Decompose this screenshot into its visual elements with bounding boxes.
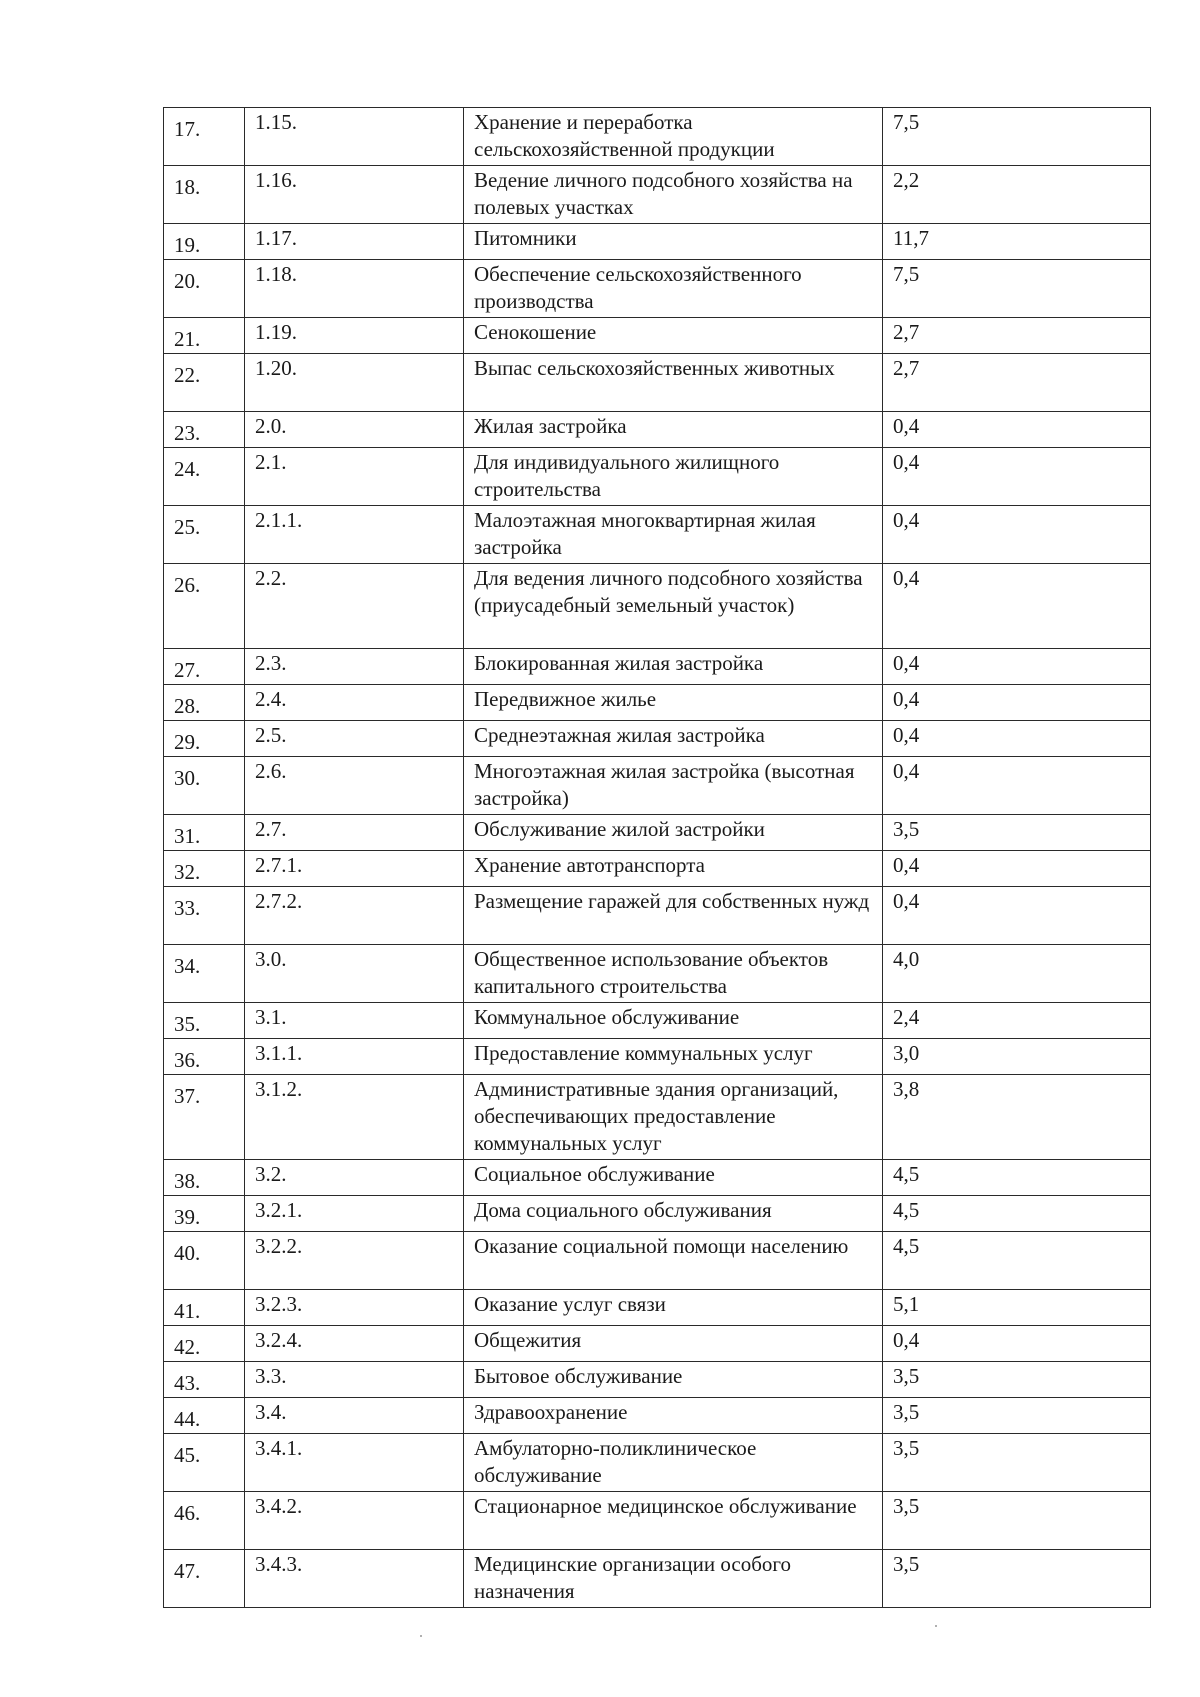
row-code: 2.1.: [245, 448, 464, 506]
row-value: 0,4: [883, 685, 1151, 721]
row-name: Блокированная жилая застройка: [464, 649, 883, 685]
table-row: [164, 448, 1151, 506]
table-row: [164, 1196, 1151, 1232]
row-name: Предоставление коммунальных услуг: [464, 1039, 883, 1075]
row-code: 2.7.1.: [245, 851, 464, 887]
row-number: 30.: [164, 757, 245, 815]
table-row: [164, 318, 1151, 354]
row-number: 46.: [164, 1492, 245, 1550]
row-value: 4,0: [883, 945, 1151, 1003]
table-row: [164, 887, 1151, 945]
row-value: 2,7: [883, 354, 1151, 412]
row-code: 3.2.1.: [245, 1196, 464, 1232]
row-code: 3.4.2.: [245, 1492, 464, 1550]
row-name: Оказание социальной помощи населению: [464, 1232, 883, 1290]
row-number: 18.: [164, 166, 245, 224]
table-row: [164, 649, 1151, 685]
row-code: 2.3.: [245, 649, 464, 685]
table-row: [164, 224, 1151, 260]
row-name: Питомники: [464, 224, 883, 260]
row-value: 11,7: [883, 224, 1151, 260]
row-value: 0,4: [883, 412, 1151, 448]
row-value: 3,5: [883, 1492, 1151, 1550]
row-code: 2.7.: [245, 815, 464, 851]
row-name: Выпас сельскохозяйственных животных: [464, 354, 883, 412]
table-row: [164, 1039, 1151, 1075]
row-code: 2.5.: [245, 721, 464, 757]
table-row: [164, 354, 1151, 412]
row-code: 3.3.: [245, 1362, 464, 1398]
row-number: 47.: [164, 1550, 245, 1608]
row-number: 35.: [164, 1003, 245, 1039]
row-code: 2.6.: [245, 757, 464, 815]
row-name: Среднеэтажная жилая застройка: [464, 721, 883, 757]
table-row: [164, 1290, 1151, 1326]
row-name: Коммунальное обслуживание: [464, 1003, 883, 1039]
scan-speck: [420, 1635, 422, 1637]
row-name: Обслуживание жилой застройки: [464, 815, 883, 851]
table-row: [164, 1362, 1151, 1398]
row-value: 0,4: [883, 564, 1151, 649]
row-value: 3,0: [883, 1039, 1151, 1075]
row-number: 32.: [164, 851, 245, 887]
table-row: [164, 721, 1151, 757]
table-row: [164, 815, 1151, 851]
row-value: 7,5: [883, 260, 1151, 318]
row-value: 4,5: [883, 1196, 1151, 1232]
row-number: 26.: [164, 564, 245, 649]
row-value: 3,5: [883, 1362, 1151, 1398]
row-name: Размещение гаражей для собственных нужд: [464, 887, 883, 945]
row-name: Медицинские организации особого назначения: [464, 1550, 883, 1608]
table-row: [164, 1232, 1151, 1290]
row-number: 31.: [164, 815, 245, 851]
row-name: Для ведения личного подсобного хозяйства (приусадебный земельный участок): [464, 564, 883, 649]
row-code: 3.4.: [245, 1398, 464, 1434]
row-number: 29.: [164, 721, 245, 757]
table-row: [164, 1075, 1151, 1160]
row-value: 5,1: [883, 1290, 1151, 1326]
table-body: [164, 108, 1151, 1608]
row-value: 0,4: [883, 1326, 1151, 1362]
row-name: Передвижное жилье: [464, 685, 883, 721]
row-value: 3,5: [883, 815, 1151, 851]
scan-speck: [935, 1625, 937, 1627]
row-value: 4,5: [883, 1160, 1151, 1196]
row-number: 34.: [164, 945, 245, 1003]
row-code: 2.1.1.: [245, 506, 464, 564]
row-number: 19.: [164, 224, 245, 260]
table-row: [164, 1492, 1151, 1550]
row-code: 3.2.: [245, 1160, 464, 1196]
row-number: 33.: [164, 887, 245, 945]
row-code: 3.1.: [245, 1003, 464, 1039]
row-name: Хранение и переработка сельскохозяйственной продукции: [464, 108, 883, 166]
row-number: 45.: [164, 1434, 245, 1492]
row-name: Амбулаторно-поликлиническое обслуживание: [464, 1434, 883, 1492]
row-name: Обеспечение сельскохозяйственного производства: [464, 260, 883, 318]
row-number: 39.: [164, 1196, 245, 1232]
row-number: 21.: [164, 318, 245, 354]
row-number: 38.: [164, 1160, 245, 1196]
table-row: [164, 1003, 1151, 1039]
table-row: [164, 1326, 1151, 1362]
row-name: Многоэтажная жилая застройка (высотная застройка): [464, 757, 883, 815]
row-number: 41.: [164, 1290, 245, 1326]
table-row: [164, 108, 1151, 166]
row-number: 43.: [164, 1362, 245, 1398]
row-name: Общественное использование объектов капитального строительства: [464, 945, 883, 1003]
row-value: 7,5: [883, 108, 1151, 166]
row-value: 0,4: [883, 649, 1151, 685]
row-code: 3.2.3.: [245, 1290, 464, 1326]
row-number: 25.: [164, 506, 245, 564]
row-code: 2.4.: [245, 685, 464, 721]
row-code: 3.2.4.: [245, 1326, 464, 1362]
row-code: 2.2.: [245, 564, 464, 649]
table-row: [164, 1550, 1151, 1608]
table-row: [164, 166, 1151, 224]
row-number: 40.: [164, 1232, 245, 1290]
row-number: 28.: [164, 685, 245, 721]
row-value: 0,4: [883, 851, 1151, 887]
row-code: 1.16.: [245, 166, 464, 224]
table-row: [164, 851, 1151, 887]
row-code: 1.18.: [245, 260, 464, 318]
row-value: 0,4: [883, 757, 1151, 815]
row-code: 2.7.2.: [245, 887, 464, 945]
row-name: Жилая застройка: [464, 412, 883, 448]
row-number: 23.: [164, 412, 245, 448]
row-name: Дома социального обслуживания: [464, 1196, 883, 1232]
row-number: 37.: [164, 1075, 245, 1160]
row-number: 44.: [164, 1398, 245, 1434]
row-code: 3.0.: [245, 945, 464, 1003]
table-row: [164, 506, 1151, 564]
row-value: 3,5: [883, 1398, 1151, 1434]
row-value: 2,7: [883, 318, 1151, 354]
row-number: 22.: [164, 354, 245, 412]
row-number: 36.: [164, 1039, 245, 1075]
row-value: 0,4: [883, 506, 1151, 564]
row-code: 1.20.: [245, 354, 464, 412]
row-number: 20.: [164, 260, 245, 318]
row-value: 0,4: [883, 721, 1151, 757]
row-name: Здравоохранение: [464, 1398, 883, 1434]
row-code: 3.2.2.: [245, 1232, 464, 1290]
row-value: 0,4: [883, 887, 1151, 945]
row-name: Ведение личного подсобного хозяйства на полевых участках: [464, 166, 883, 224]
row-value: 4,5: [883, 1232, 1151, 1290]
table-row: [164, 260, 1151, 318]
row-name: Малоэтажная многоквартирная жилая застройка: [464, 506, 883, 564]
row-number: 27.: [164, 649, 245, 685]
row-value: 2,2: [883, 166, 1151, 224]
table-row: [164, 564, 1151, 649]
row-number: 24.: [164, 448, 245, 506]
table-row: [164, 1434, 1151, 1492]
row-value: 2,4: [883, 1003, 1151, 1039]
row-value: 3,5: [883, 1434, 1151, 1492]
row-name: Оказание услуг связи: [464, 1290, 883, 1326]
row-number: 42.: [164, 1326, 245, 1362]
row-name: Сенокошение: [464, 318, 883, 354]
table-row: [164, 1398, 1151, 1434]
row-code: 1.19.: [245, 318, 464, 354]
row-code: 3.1.2.: [245, 1075, 464, 1160]
row-name: Общежития: [464, 1326, 883, 1362]
row-value: 0,4: [883, 448, 1151, 506]
row-name: Для индивидуального жилищного строительства: [464, 448, 883, 506]
table-row: [164, 757, 1151, 815]
row-name: Хранение автотранспорта: [464, 851, 883, 887]
table-row: [164, 685, 1151, 721]
row-code: 3.4.3.: [245, 1550, 464, 1608]
row-code: 2.0.: [245, 412, 464, 448]
row-value: 3,5: [883, 1550, 1151, 1608]
row-code: 1.17.: [245, 224, 464, 260]
row-code: 1.15.: [245, 108, 464, 166]
row-value: 3,8: [883, 1075, 1151, 1160]
table-row: [164, 945, 1151, 1003]
row-code: 3.4.1.: [245, 1434, 464, 1492]
row-name: Социальное обслуживание: [464, 1160, 883, 1196]
land-use-table: [163, 107, 1151, 1608]
table-row: [164, 412, 1151, 448]
row-number: 17.: [164, 108, 245, 166]
row-code: 3.1.1.: [245, 1039, 464, 1075]
row-name: Стационарное медицинское обслуживание: [464, 1492, 883, 1550]
table-row: [164, 1160, 1151, 1196]
row-name: Административные здания организаций, обеспечивающих предоставление коммунальных услуг: [464, 1075, 883, 1160]
row-name: Бытовое обслуживание: [464, 1362, 883, 1398]
